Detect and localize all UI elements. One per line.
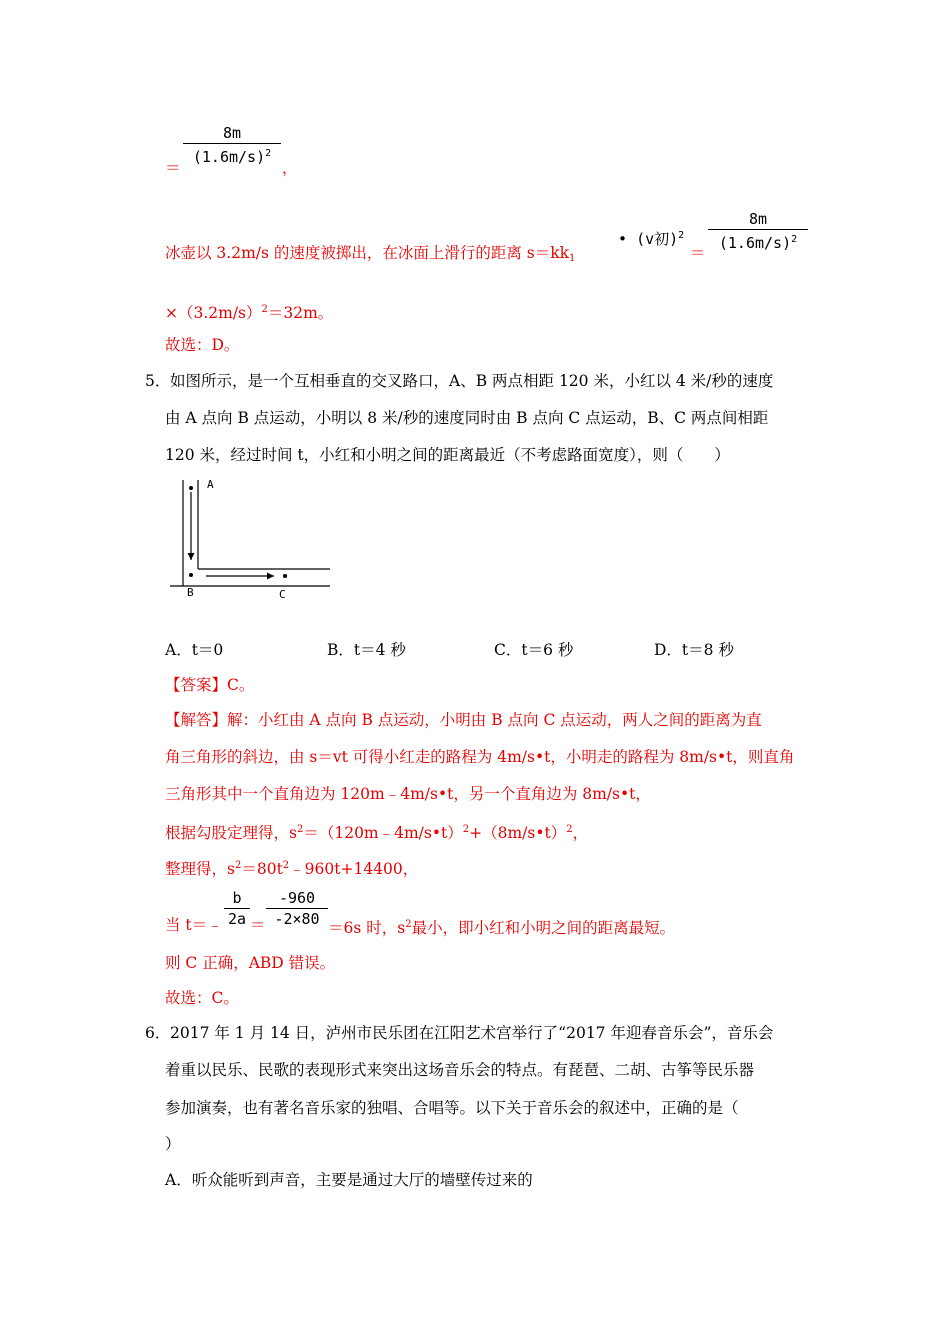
intersection-diagram	[170, 478, 335, 603]
comma-1: ，	[282, 159, 298, 177]
q6-line-3: 参加演奏，也有著名音乐家的独唱、合唱等。以下关于音乐会的叙述中，正确的是（	[165, 1099, 739, 1117]
fraction-8m-over-speed-1	[183, 124, 281, 166]
curling-text-line: 冰壶以 3.2m/s 的速度被掷出，在冰面上滑行的距离 $s=kk_1$	[165, 244, 576, 264]
q5-analysis-4: 根据勾股定理得，$s^2=(120m﹣4m/s•t)^2+(8m/s•t)^2$，	[165, 824, 589, 842]
fraction-numerator: b	[232, 889, 242, 907]
q5-line-1: 如图所示，是一个互相垂直的交叉路口，A、B 两点相距 120 米，小红以 4 米/秒的速度	[170, 372, 774, 390]
fraction-bar	[266, 908, 328, 909]
q6-option-a: A．听众能听到声音，主要是通过大厅的墙壁传过来的	[165, 1171, 533, 1189]
fraction-denominator: 2a	[227, 910, 247, 928]
fraction-numerator: -960	[278, 889, 316, 907]
q6-line-1: 2017 年 1 月 14 日，泸州市民乐团在江阳艺术宫举行了“2017 年迎春音乐会”，音乐会	[170, 1024, 774, 1042]
q5-line-2: 由 A 点向 B 点运动，小明以 8 米/秒的速度同时由 B 点向 C 点运动，B、C 两点间相距	[165, 409, 769, 427]
q5-option-d: D．t＝8 秒	[654, 641, 734, 659]
q5-analysis-5: 整理得，$s^2=80t^2﹣960t+14400$，	[165, 860, 419, 878]
q5-analysis-3: 三角形其中一个直角边为 120m﹣4m/s•t，另一个直角边为 8m/s•t，	[165, 785, 651, 803]
q5-number: 5．	[145, 372, 171, 390]
label-a: A	[207, 478, 214, 491]
label-b: B	[187, 586, 194, 599]
q5-line-3: 120 米，经过时间 t，小红和小明之间的距离最近（不考虑路面宽度），则（ ）	[165, 446, 730, 464]
fraction-960-over-160	[266, 889, 328, 928]
q5-option-c: C．t＝6 秒	[494, 641, 574, 659]
fraction-denominator: $(1.6m/s)^2$	[192, 148, 272, 166]
q5-analysis-6-end: ＝6s 时，$s^2$最小，即小红和小明之间的距离最短。	[328, 919, 676, 937]
fraction-denominator: $(1.6m/s)^2$	[718, 234, 798, 252]
point-b	[189, 573, 193, 577]
fraction-bar	[708, 229, 808, 230]
equals-sign-3: ＝	[250, 916, 266, 934]
q5-answer: 【答案】C。	[165, 676, 255, 694]
point-c	[283, 574, 287, 578]
result-32m: $\times(3.2m/s)^2=32m$。	[165, 304, 334, 322]
fraction-numerator: 8m	[222, 124, 242, 142]
q6-line-2: 着重以民乐、民歌的表现形式来突出这场音乐会的特点。有琵琶、二胡、古筝等民乐器	[165, 1061, 755, 1079]
fraction-numerator: 8m	[748, 210, 768, 228]
answer-choice-d: 故选：D。	[165, 336, 240, 354]
q5-analysis-6-start: 当 t＝﹣	[165, 916, 223, 934]
q5-option-a: A．t＝0	[165, 641, 224, 659]
fraction-bar	[183, 143, 281, 144]
q6-line-4: ）	[165, 1135, 181, 1153]
q5-analysis-1: 【解答】解：小红由 A 点向 B 点运动，小明由 B 点向 C 点运动，两人之间的距离为直	[165, 711, 762, 729]
point-a	[189, 486, 193, 490]
intersection-diagram-svg	[170, 478, 335, 603]
fraction-b-over-2a	[224, 889, 250, 928]
fraction-bar	[224, 908, 250, 909]
q5-analysis-7: 则 C 正确，ABD 错误。	[165, 954, 336, 972]
q5-analysis-8: 故选：C。	[165, 989, 239, 1007]
q6-number: 6．	[145, 1024, 171, 1042]
equals-sign-1: ＝	[165, 159, 181, 177]
v-initial-squared: • (v初)$^2$	[618, 230, 685, 248]
equals-sign-2: ＝	[690, 244, 706, 262]
fraction-denominator: -2×80	[274, 910, 320, 928]
label-c: C	[279, 588, 286, 601]
q5-option-b: B．t＝4 秒	[327, 641, 406, 659]
fraction-8m-over-speed-2	[708, 210, 808, 252]
q5-analysis-2: 角三角形的斜边，由 s＝vt 可得小红走的路程为 4m/s•t，小明走的路程为 8m/s•t，则直角	[165, 748, 795, 766]
